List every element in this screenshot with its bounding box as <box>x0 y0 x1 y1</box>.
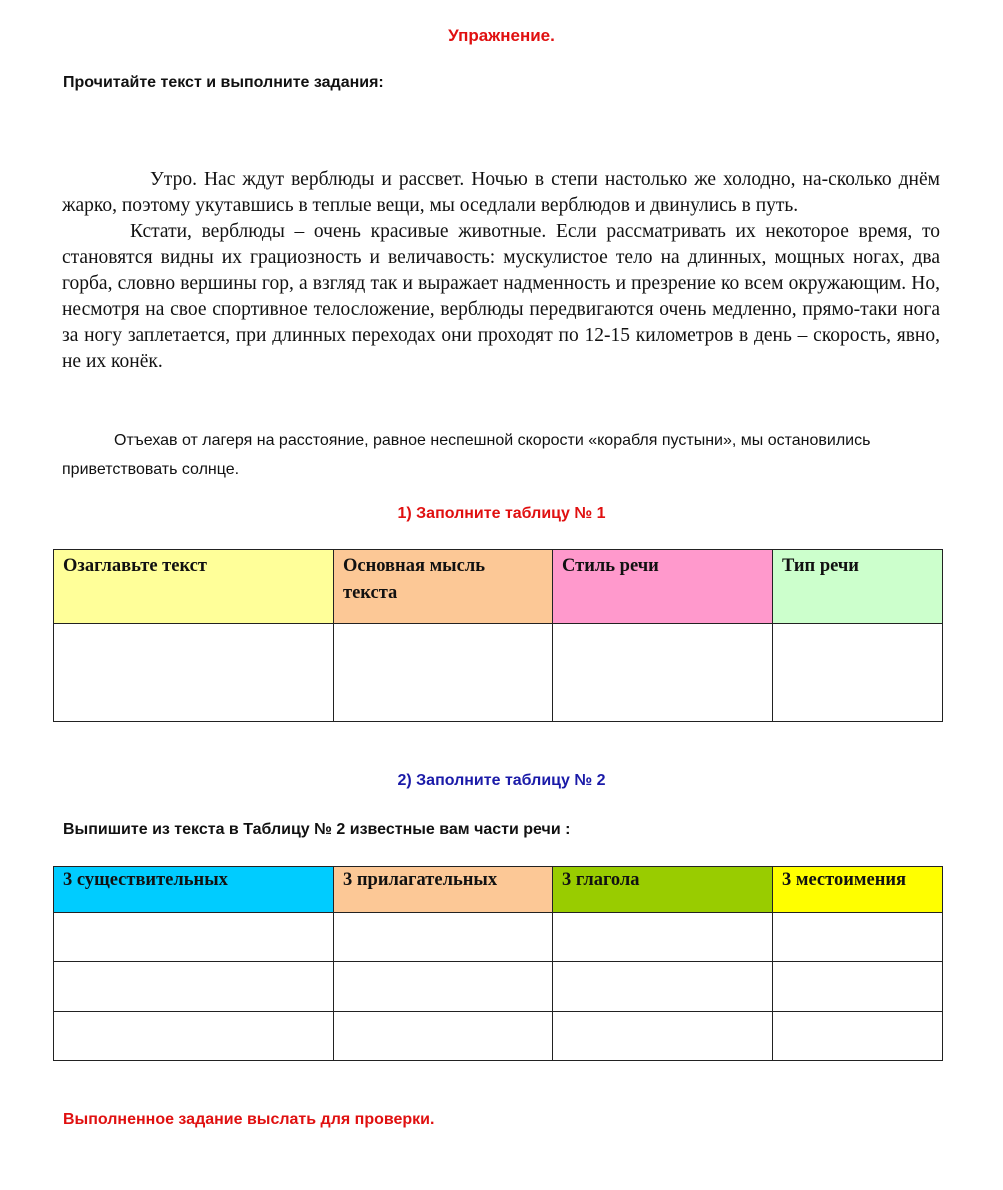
paragraph-3 <box>62 426 942 484</box>
paragraph-3-text: Отъехав от лагеря на расстояние, равное неспешной скорости «корабля пустыни», мы остановились приветствовать солнце. <box>62 432 871 478</box>
answer-cell[interactable] <box>553 913 773 962</box>
table-1-header-row <box>54 550 943 624</box>
paragraph-2: Кстати, верблюды – очень красивые животные. Если рассматривать их некоторое время, то становятся видны их грациозность и величавость: мускулистое тело на длинных, мощных ногах, два горба, словно вершины гор, а взгляд так и выражает надменность и презрение ко всем окружающим. Но, несмотря на свое спортивное телосложение, верблюды передвигаются очень медленно, прямо-таки нога за ногу заплетается, при длинных переходах они проходят по 12-15 километров в день – скорость, явно, не их конёк. <box>62 221 940 372</box>
answer-cell[interactable] <box>54 913 334 962</box>
answer-cell[interactable] <box>334 624 553 722</box>
header-title: Озаглавьте текст <box>54 550 334 624</box>
table-1 <box>53 549 943 722</box>
instruction: Прочитайте текст и выполните задания: <box>63 74 384 91</box>
answer-cell[interactable] <box>54 962 334 1012</box>
answer-cell[interactable] <box>334 1012 553 1061</box>
header-speech-style: Стиль речи <box>553 550 773 624</box>
answer-cell[interactable] <box>553 962 773 1012</box>
answer-cell[interactable] <box>553 1012 773 1061</box>
header-verbs: 3 глагола <box>553 867 773 913</box>
task1-title: 1) Заполните таблицу № 1 <box>397 505 606 522</box>
task2-instruction: Выпишите из текста в Таблицу № 2 известные вам части речи : <box>63 821 571 838</box>
header-pronouns: 3 местоимения <box>773 867 943 913</box>
table-2-header-row <box>54 867 943 913</box>
table-2 <box>53 866 943 1061</box>
table-row <box>54 624 943 722</box>
footer-note: Выполненное задание выслать для проверки. <box>63 1111 435 1128</box>
answer-cell[interactable] <box>773 913 943 962</box>
header-nouns: 3 существительных <box>54 867 334 913</box>
table-row <box>54 913 943 962</box>
header-speech-type: Тип речи <box>773 550 943 624</box>
answer-cell[interactable] <box>334 913 553 962</box>
answer-cell[interactable] <box>54 1012 334 1061</box>
answer-cell[interactable] <box>54 624 334 722</box>
header-adjectives: 3 прилагательных <box>334 867 553 913</box>
answer-cell[interactable] <box>773 962 943 1012</box>
exercise-title: Упражнение. <box>448 26 555 45</box>
task2-title: 2) Заполните таблицу № 2 <box>397 772 606 789</box>
table-row <box>54 962 943 1012</box>
paragraph-1: Утро. Нас ждут верблюды и рассвет. Ночью в степи настолько же холодно, на-сколько днём жарко, поэтому укутавшись в теплые вещи, мы оседлали верблюдов и двинулись в путь. <box>62 169 940 216</box>
table-row <box>54 1012 943 1061</box>
answer-cell[interactable] <box>773 1012 943 1061</box>
answer-cell[interactable] <box>553 624 773 722</box>
answer-cell[interactable] <box>334 962 553 1012</box>
answer-cell[interactable] <box>773 624 943 722</box>
header-main-idea: Основная мысль текста <box>334 550 553 624</box>
reading-text <box>62 167 940 375</box>
